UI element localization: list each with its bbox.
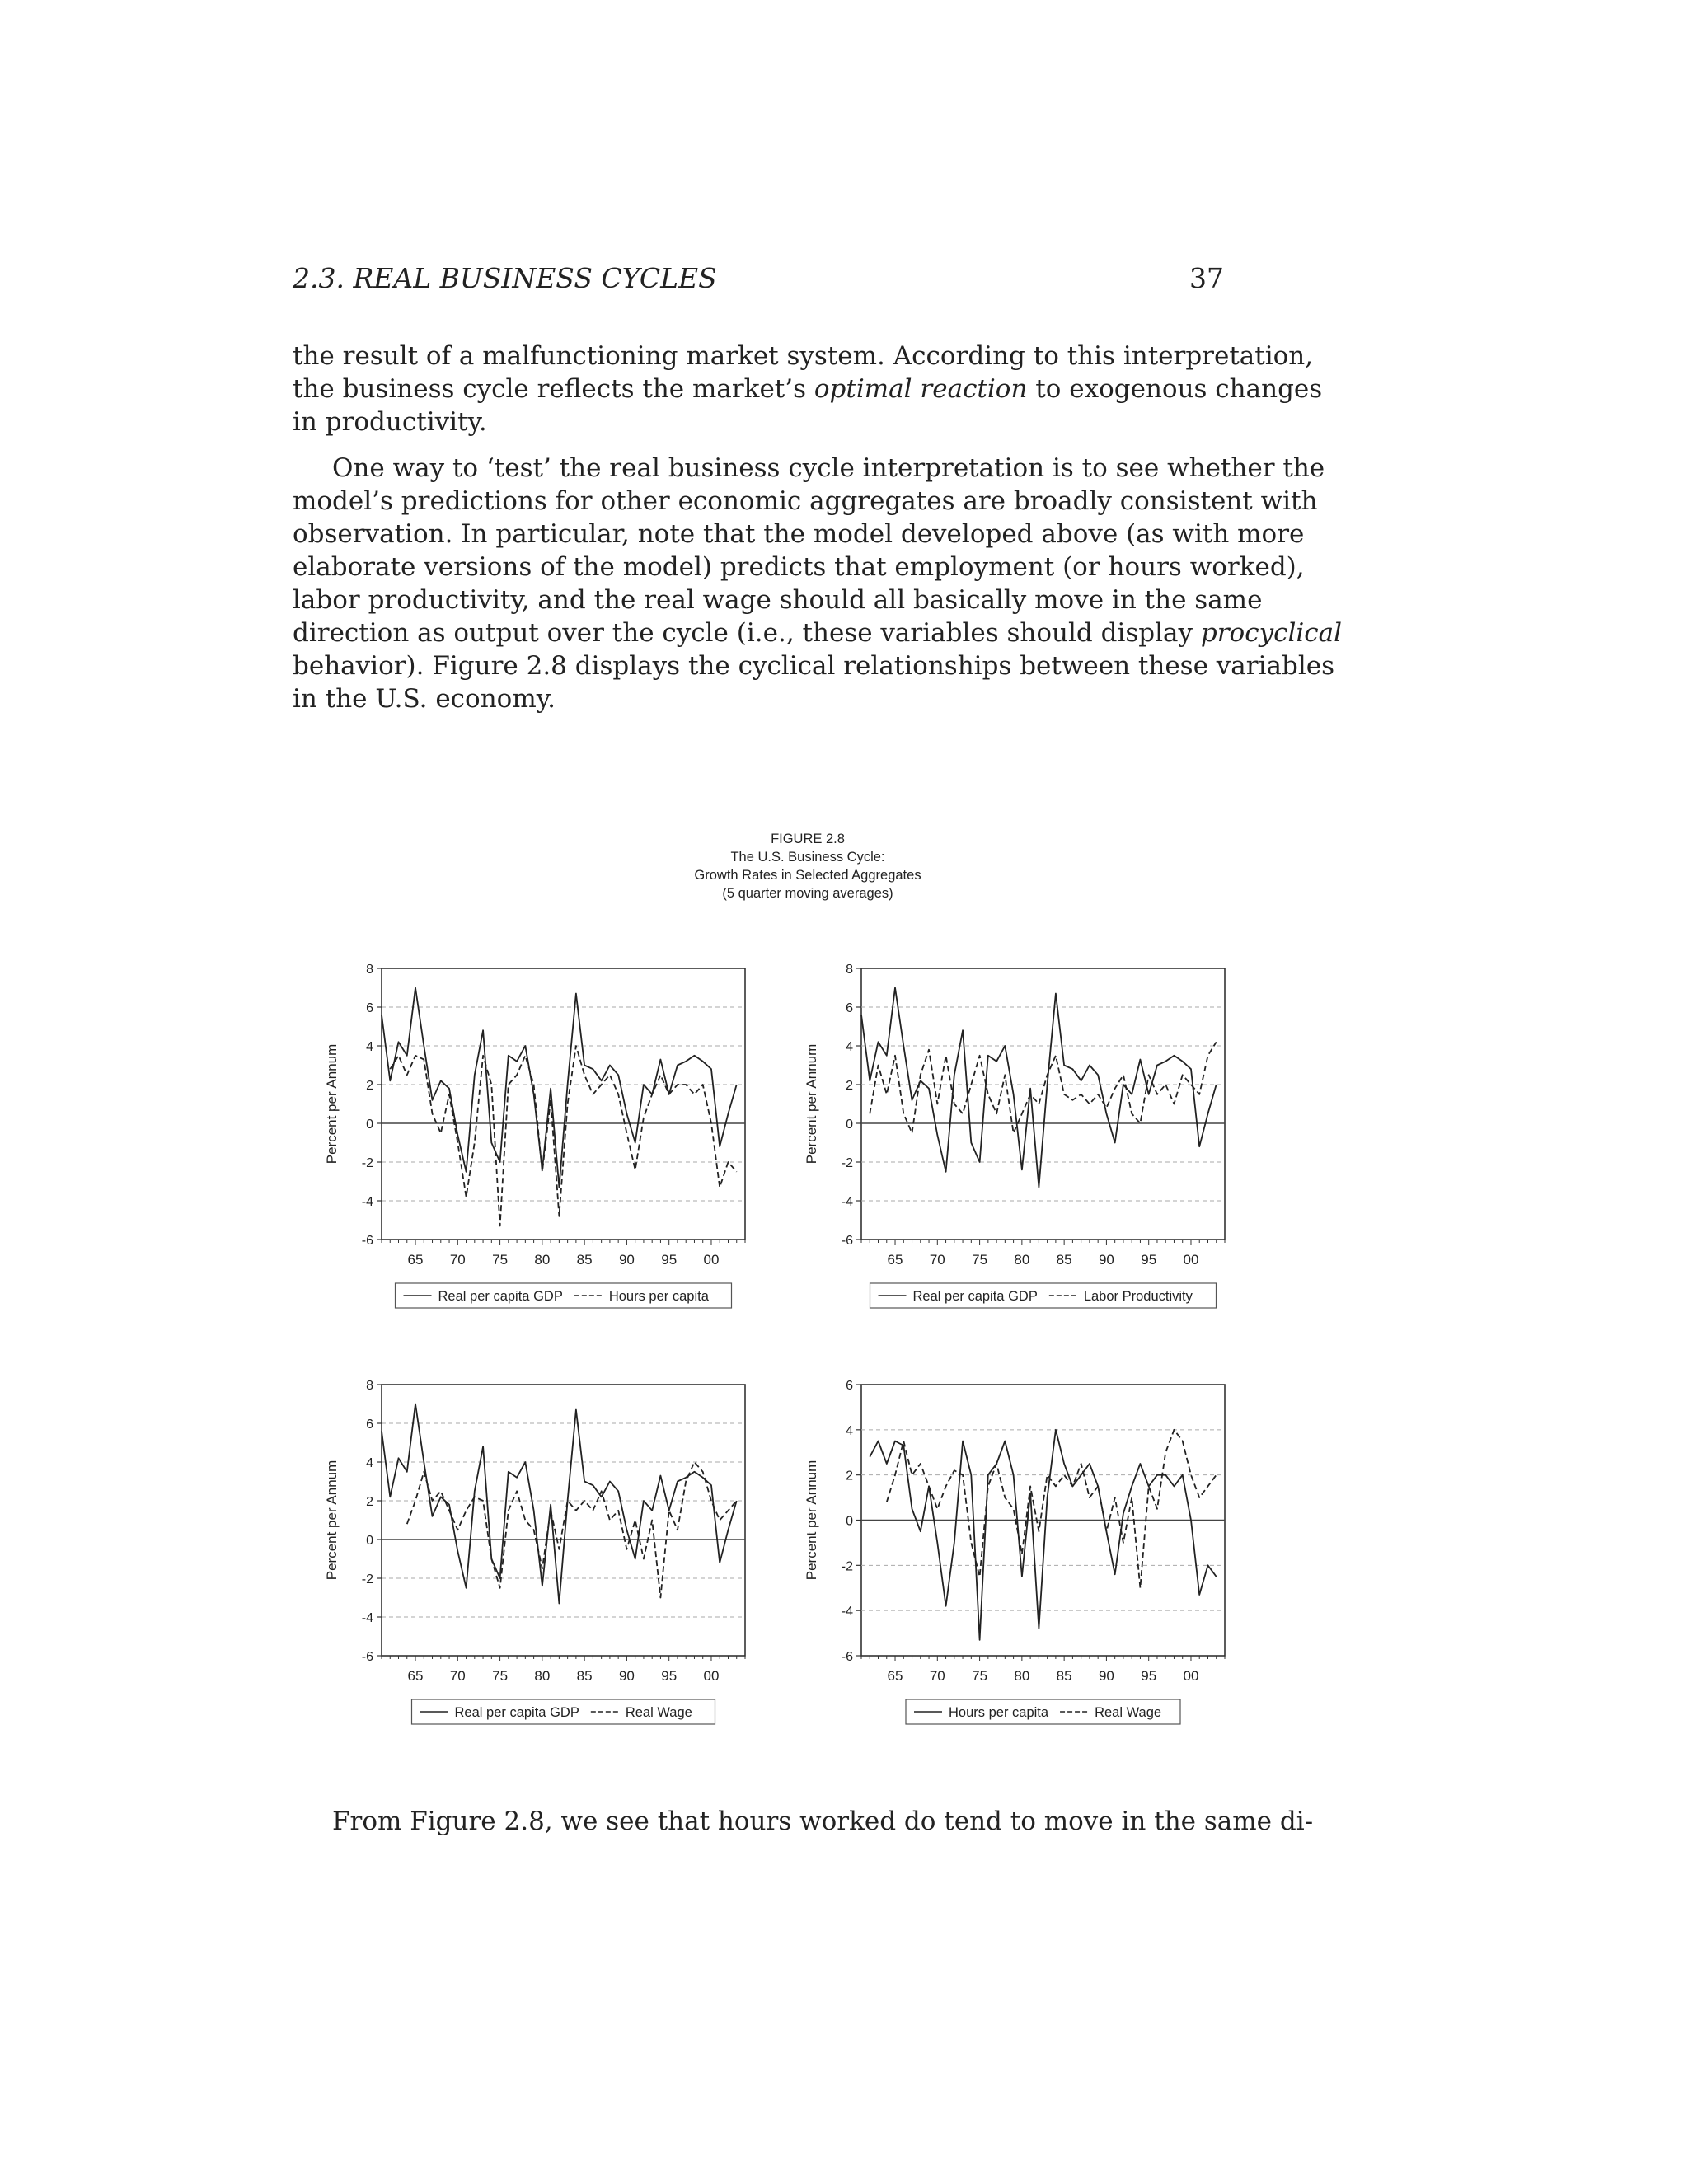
y-tick-label: -6 bbox=[361, 1650, 373, 1664]
y-tick-label: -2 bbox=[361, 1156, 373, 1170]
paragraph-line: model’s predictions for other economic aggregates are broadly consistent with bbox=[293, 486, 1318, 516]
text-run: direction as output over the cycle (i.e., these variables should display bbox=[293, 618, 1201, 648]
legend-label: Real per capita GDP bbox=[438, 1289, 563, 1304]
legend bbox=[906, 1699, 1180, 1724]
legend-label: Real Wage bbox=[1095, 1705, 1162, 1720]
x-tick-label: 65 bbox=[887, 1252, 903, 1268]
legend bbox=[870, 1283, 1217, 1308]
paragraph-line: elaborate versions of the model) predicts that employment (or hours worked), bbox=[293, 552, 1305, 582]
text-run: the business cycle reflects the market’s bbox=[293, 374, 814, 404]
figure-number: FIGURE 2.8 bbox=[771, 832, 845, 846]
y-tick-label: 4 bbox=[846, 1423, 853, 1438]
x-tick-label: 80 bbox=[1014, 1668, 1030, 1684]
y-axis-label: Percent per Annum bbox=[324, 1460, 340, 1581]
x-tick-label: 00 bbox=[1183, 1252, 1199, 1268]
x-tick-label: 65 bbox=[407, 1252, 424, 1268]
figure-note: (5 quarter moving averages) bbox=[722, 886, 893, 901]
x-tick-label: 90 bbox=[1098, 1252, 1114, 1268]
y-tick-label: -2 bbox=[841, 1156, 853, 1170]
chart-panel-2 bbox=[804, 963, 1225, 1308]
paragraph-line: the result of a malfunctioning market system. According to this interpretation, bbox=[293, 341, 1314, 371]
x-tick-label: 70 bbox=[929, 1252, 945, 1268]
y-tick-label: -2 bbox=[841, 1559, 853, 1574]
y-tick-label: 0 bbox=[366, 1118, 373, 1132]
x-tick-label: 00 bbox=[703, 1252, 720, 1268]
x-tick-label: 00 bbox=[1183, 1668, 1199, 1684]
x-tick-label: 95 bbox=[661, 1252, 678, 1268]
y-tick-label: 6 bbox=[846, 1379, 853, 1393]
figure-title: The U.S. Business Cycle: bbox=[730, 850, 885, 865]
y-tick-label: 0 bbox=[846, 1514, 853, 1529]
y-tick-label: 0 bbox=[366, 1534, 373, 1548]
x-tick-label: 80 bbox=[534, 1668, 551, 1684]
x-tick-label: 65 bbox=[887, 1668, 903, 1684]
x-tick-label: 75 bbox=[972, 1252, 988, 1268]
y-tick-label: 2 bbox=[846, 1079, 853, 1093]
x-tick-label: 85 bbox=[1056, 1668, 1072, 1684]
figure-subtitle: Growth Rates in Selected Aggregates bbox=[694, 868, 921, 883]
chart-panel-1 bbox=[324, 963, 745, 1308]
legend-label: Real per capita GDP bbox=[912, 1289, 1038, 1304]
y-tick-label: -6 bbox=[841, 1650, 853, 1664]
page-number: 37 bbox=[1189, 262, 1224, 294]
y-tick-label: -4 bbox=[841, 1195, 853, 1209]
x-tick-label: 80 bbox=[1014, 1252, 1030, 1268]
x-tick-label: 85 bbox=[576, 1668, 593, 1684]
y-tick-label: -2 bbox=[361, 1572, 373, 1586]
x-tick-label: 80 bbox=[534, 1252, 551, 1268]
chart-panel-3 bbox=[324, 1379, 745, 1724]
y-tick-label: 6 bbox=[846, 1001, 853, 1015]
legend-label: Labor Productivity bbox=[1083, 1289, 1193, 1304]
x-tick-label: 75 bbox=[492, 1252, 509, 1268]
y-axis-label: Percent per Annum bbox=[324, 1043, 340, 1165]
emphasis-procyclical: procyclical bbox=[1200, 618, 1343, 648]
x-tick-label: 85 bbox=[576, 1252, 593, 1268]
series-line-2 bbox=[407, 1462, 737, 1598]
continuation-text: From Figure 2.8, we see that hours worked do tend to move in the same di- bbox=[332, 1807, 1314, 1836]
paragraph-line: in the U.S. economy. bbox=[293, 684, 556, 714]
legend bbox=[396, 1283, 732, 1308]
y-tick-label: -6 bbox=[361, 1234, 373, 1248]
series-line-1 bbox=[870, 1430, 1216, 1640]
y-tick-label: -4 bbox=[361, 1611, 373, 1625]
plot-frame bbox=[382, 968, 745, 1240]
y-tick-label: 2 bbox=[846, 1469, 853, 1483]
y-tick-label: 4 bbox=[846, 1040, 853, 1054]
paragraph-line: observation. In particular, note that the model developed above (as with more bbox=[293, 519, 1305, 549]
y-tick-label: 8 bbox=[846, 963, 853, 977]
x-tick-label: 70 bbox=[449, 1668, 466, 1684]
y-tick-label: -4 bbox=[841, 1605, 853, 1619]
y-tick-label: 6 bbox=[366, 1001, 373, 1015]
emphasis-optimal-reaction: optimal reaction bbox=[814, 374, 1028, 404]
plot-frame bbox=[382, 1385, 745, 1656]
y-tick-label: 4 bbox=[366, 1040, 373, 1054]
x-tick-label: 65 bbox=[407, 1668, 424, 1684]
legend bbox=[412, 1699, 715, 1724]
x-tick-label: 85 bbox=[1056, 1252, 1072, 1268]
y-tick-label: -6 bbox=[841, 1234, 853, 1248]
legend-label: Real Wage bbox=[625, 1705, 692, 1720]
x-tick-label: 75 bbox=[972, 1668, 988, 1684]
y-tick-label: 6 bbox=[366, 1418, 373, 1432]
y-tick-label: -4 bbox=[361, 1195, 373, 1209]
paragraph-line: in productivity. bbox=[293, 407, 487, 437]
y-tick-label: 8 bbox=[366, 1379, 373, 1393]
x-tick-label: 70 bbox=[449, 1252, 466, 1268]
y-tick-label: 0 bbox=[846, 1118, 853, 1132]
y-axis-label: Percent per Annum bbox=[804, 1043, 819, 1165]
y-axis-label: Percent per Annum bbox=[804, 1460, 819, 1581]
text-run: to exogenous changes bbox=[1027, 374, 1323, 404]
series-line-1 bbox=[382, 988, 737, 1188]
legend-label: Hours per capita bbox=[949, 1705, 1049, 1720]
series-line-1 bbox=[382, 1404, 737, 1604]
x-tick-label: 90 bbox=[1098, 1668, 1114, 1684]
x-tick-label: 95 bbox=[1141, 1668, 1157, 1684]
series-line-2 bbox=[887, 1430, 1217, 1588]
paragraph-line: behavior). Figure 2.8 displays the cyclical relationships between these variables bbox=[293, 651, 1334, 681]
series-line-2 bbox=[870, 1042, 1216, 1133]
y-tick-label: 2 bbox=[366, 1495, 373, 1509]
x-tick-label: 90 bbox=[618, 1252, 635, 1268]
legend-label: Real per capita GDP bbox=[454, 1705, 579, 1720]
x-tick-label: 00 bbox=[703, 1668, 720, 1684]
section-title: 2.3. REAL BUSINESS CYCLES bbox=[293, 262, 717, 294]
x-tick-label: 70 bbox=[929, 1668, 945, 1684]
y-tick-label: 4 bbox=[366, 1456, 373, 1470]
x-tick-label: 90 bbox=[618, 1668, 635, 1684]
x-tick-label: 95 bbox=[1141, 1252, 1157, 1268]
x-tick-label: 95 bbox=[661, 1668, 678, 1684]
legend-label: Hours per capita bbox=[608, 1289, 709, 1304]
y-tick-label: 2 bbox=[366, 1079, 373, 1093]
paragraph-line: One way to ‘test’ the real business cycle interpretation is to see whether the bbox=[332, 453, 1325, 483]
chart-panel-4 bbox=[804, 1379, 1225, 1724]
y-tick-label: 8 bbox=[366, 963, 373, 977]
paragraph-line: labor productivity, and the real wage should all basically move in the same bbox=[293, 585, 1263, 615]
x-tick-label: 75 bbox=[492, 1668, 509, 1684]
